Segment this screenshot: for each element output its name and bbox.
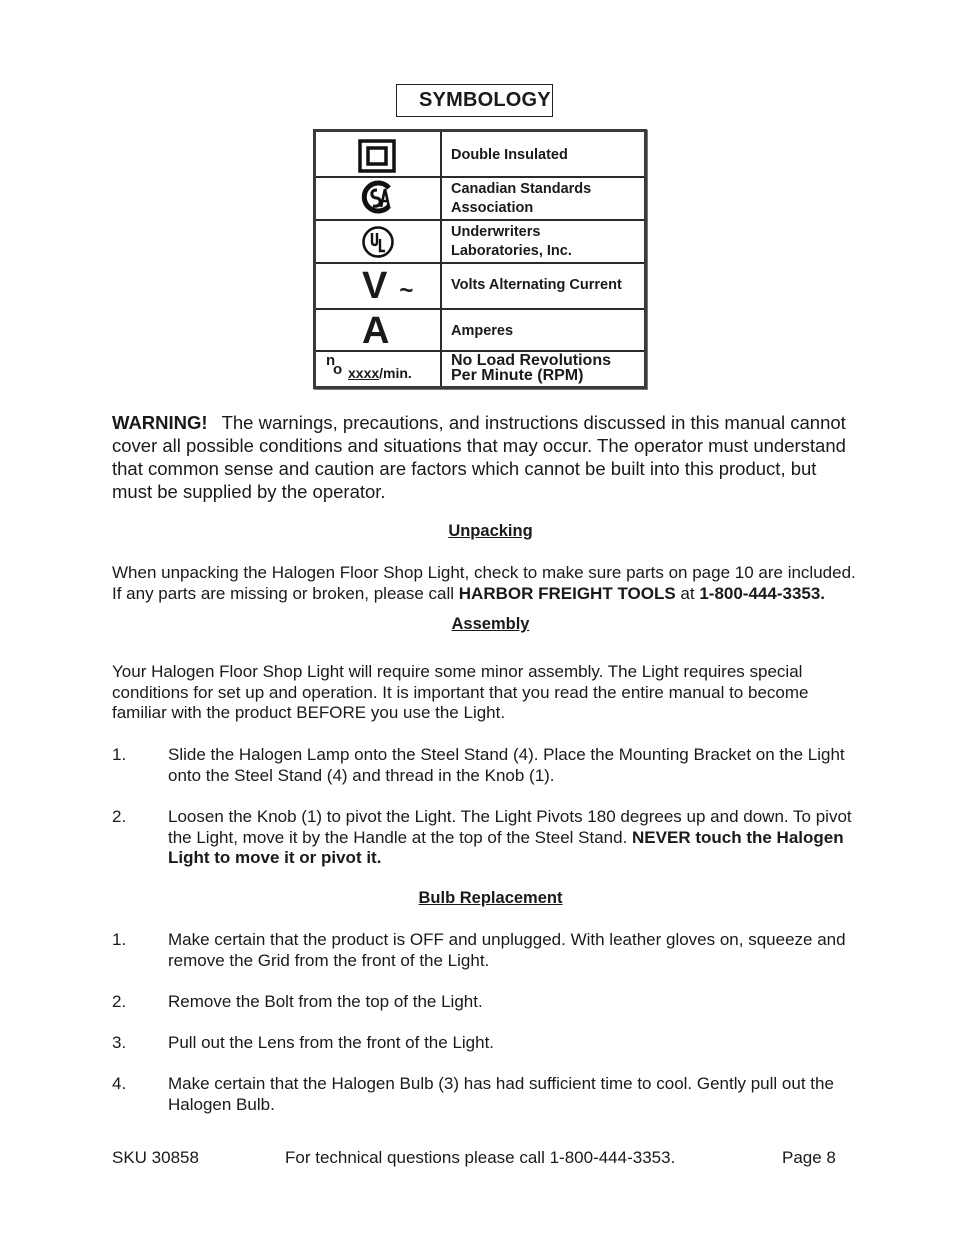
list-item-number: 2. [112, 992, 127, 1011]
list-item-number: 1. [112, 930, 127, 949]
rpm-icon: n o xxxx/min. [326, 352, 412, 381]
symbol-label: Volts Alternating Current [451, 277, 622, 293]
symbol-label: Double Insulated [451, 147, 568, 163]
double-insulated-icon [358, 139, 396, 173]
list-item: Make certain that the Halogen Bulb (3) has had sufficient time to cool. Gently pull out the Halogen Bulb. [168, 1074, 834, 1114]
warning-label: WARNING! [112, 412, 208, 433]
ul-icon [361, 225, 395, 259]
table-divider [316, 219, 644, 221]
bulb-replacement-heading: Bulb Replacement [418, 889, 563, 907]
symbology-title: SYMBOLOGY [419, 89, 551, 111]
unpacking-heading: Unpacking [448, 522, 533, 540]
symbol-label: Amperes [451, 323, 514, 339]
assembly-intro: Your Halogen Floor Shop Light will require some minor assembly. The Light requires special conditions for set up and operation. It is important that you read the entire manual to become familiar with the product BEFORE you use the Light. [112, 662, 809, 723]
symbol-label: Underwriters Laboratories, Inc. [451, 224, 572, 259]
footer-page-number: Page 8 [782, 1148, 836, 1167]
symbol-label: No Load Revolutions Per Minute (RPM) [451, 352, 611, 384]
list-item: Slide the Halogen Lamp onto the Steel Stand (4). Place the Mounting Bracket on the Light onto the Steel Stand (4) and thread in the Knob (1). [168, 745, 845, 785]
list-item: Make certain that the product is OFF and unplugged. With leather gloves on, squeeze and remove the Grid from the front of the Light. [168, 930, 846, 970]
symbol-label: Canadian Standards Association [451, 181, 592, 216]
list-item: Loosen the Knob (1) to pivot the Light. The Light Pivots 180 degrees up and down. To pivot the Light, move it by the Handle at the top of the Steel Stand. NEVER touch the Halogen Light to move it or pivot it. [168, 807, 852, 868]
amperes-icon: A [362, 310, 390, 352]
assembly-heading: Assembly [451, 615, 530, 633]
list-item-number: 3. [112, 1033, 127, 1052]
table-divider [440, 132, 442, 386]
list-item-number: 2. [112, 807, 127, 826]
csa-icon [360, 180, 394, 214]
list-item-number: 1. [112, 745, 127, 764]
footer-support: For technical questions please call 1-800-444-3353. [285, 1148, 676, 1167]
list-item: Pull out the Lens from the front of the Light. [168, 1033, 495, 1052]
table-divider [316, 262, 644, 264]
volts-ac-icon: V ~ [362, 265, 414, 307]
table-divider [316, 176, 644, 178]
footer-sku: SKU 30858 [112, 1148, 199, 1167]
list-item-number: 4. [112, 1074, 127, 1093]
unpacking-paragraph: When unpacking the Halogen Floor Shop Light, check to make sure parts on page 10 are included. If any parts are missing or broken, please call HARBOR FREIGHT TOOLS at 1-800-444-3353. [112, 563, 856, 603]
list-item: Remove the Bolt from the top of the Light. [168, 992, 483, 1011]
warning-paragraph: WARNING! The warnings, precautions, and instructions discussed in this manual cannot cover all possible conditions and situations that may occur. The operator must understand that common sense and caution are factors which cannot be built into this product, but must be supplied by the operator. [112, 412, 846, 502]
symbology-table [313, 129, 647, 389]
